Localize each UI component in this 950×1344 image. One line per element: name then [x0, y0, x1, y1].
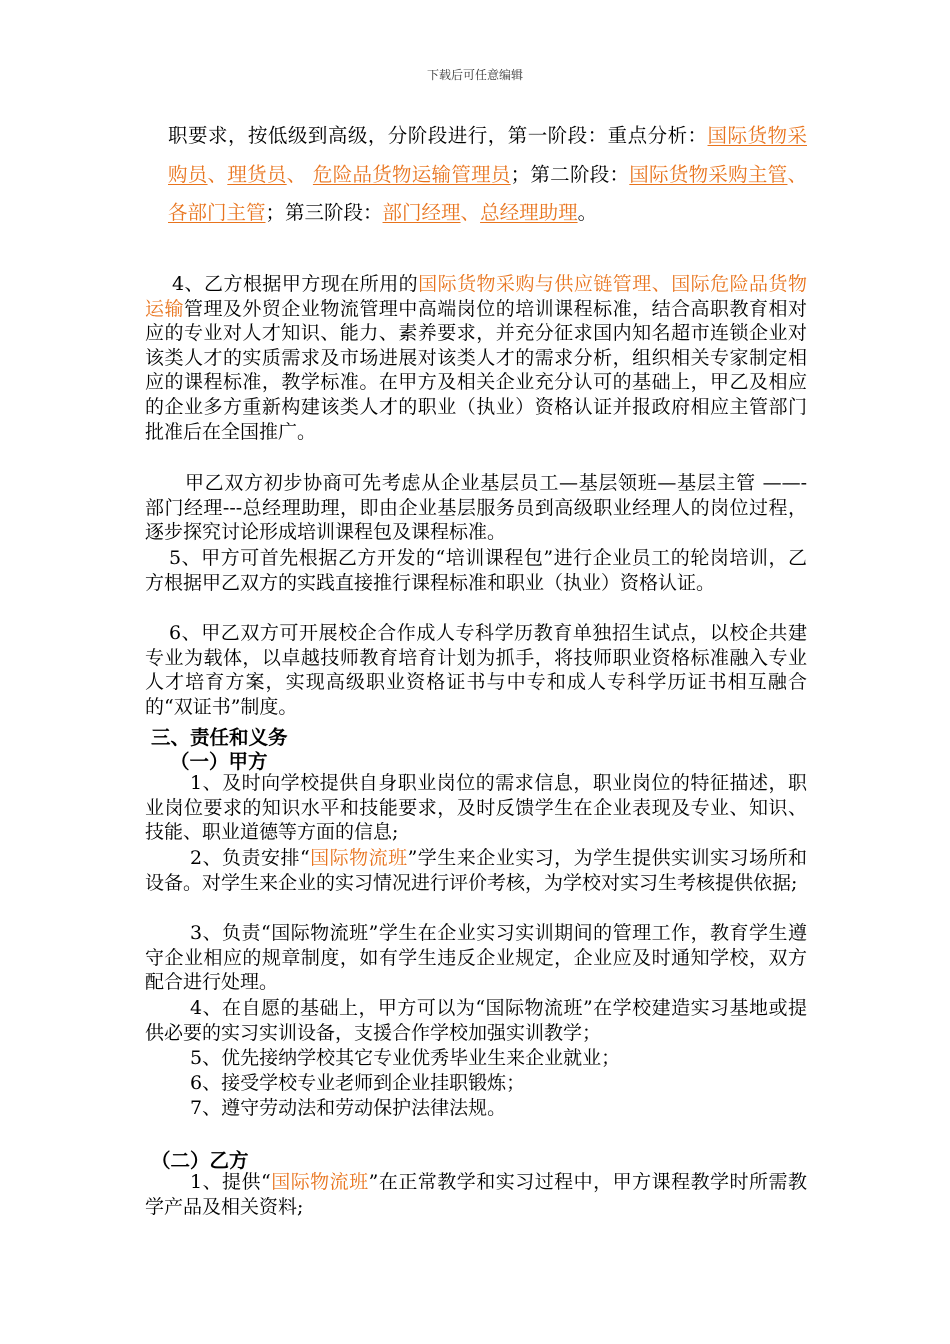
link-procurement-supervisor[interactable]: 国际货物采购主管	[629, 162, 788, 186]
party-a-item-5: 5、优先接纳学校其它专业优秀毕业生来企业就业；	[190, 1047, 621, 1069]
paragraph-item-5: 5、甲方可首先根据乙方开发的“培训课程包”进行企业员工的轮岗培训，乙方根据甲乙双方的实践直接推行课程标准和职业（执业）资格认证。	[145, 547, 807, 594]
link-procurement-clerk[interactable]: 国际货物采购员	[168, 124, 807, 186]
separator: 、	[787, 162, 807, 186]
highlight-intl-logistics-class: 国际物流班	[270, 1171, 369, 1193]
paragraph-item-6: 6、甲乙双方可开展校企合作成人专科学历教育单独招生试点，以校企共建专业为载体，以卓越技师教育培育计划为抓手，将技师职业资格标准融入专业人才培育方案，实现高级职业资格证书与中专和成人专科学历证书相互融合的“双证书”制度。	[145, 622, 807, 718]
party-b-item-1	[145, 1170, 807, 1219]
link-department-supervisor[interactable]: 各部门主管	[168, 201, 266, 224]
text: ；第二阶段：	[510, 162, 630, 186]
text: 4、乙方根据甲方现在所用的	[172, 273, 419, 295]
highlight-dangerous-goods: 国际危险品货物运输	[145, 273, 807, 320]
separator: 、	[207, 162, 228, 186]
text: ”学生来企业实习，为学生提供实训实习场所和设备。对学生来企业的实习情况进行评价考核，为学校对实习生考核提供依据;	[145, 847, 807, 894]
text: 1、提供“	[190, 1171, 271, 1193]
separator: 、	[460, 201, 481, 224]
text: 2、负责安排“	[190, 847, 310, 869]
paragraph-item-4	[145, 272, 807, 444]
subheading-party-b: （二）乙方	[151, 1149, 249, 1172]
link-department-manager[interactable]: 部门经理	[382, 201, 461, 224]
link-gm-assistant[interactable]: 总经理助理	[480, 201, 578, 224]
party-a-item-4: 4、在自愿的基础上，甲方可以为“国际物流班”在学校建造实习基地或提供必要的实习实训设备，支援合作学校加强实训教学；	[145, 997, 807, 1044]
party-a-item-6: 6、接受学校专业老师到企业挂职锻炼；	[190, 1072, 526, 1094]
highlight-supply-chain: 国际货物采购与供应链管理	[418, 273, 652, 295]
paragraph-training-stages	[168, 117, 807, 233]
page-header: 下载后可任意编辑	[426, 68, 523, 82]
party-a-item-7: 7、遵守劳动法和劳动保护法律法规。	[190, 1097, 507, 1119]
separator: 、	[651, 273, 672, 295]
text: 。	[577, 201, 598, 224]
section-heading-responsibilities: 三、责任和义务	[151, 726, 288, 749]
link-dangerous-goods-manager[interactable]: 危险品货物运输管理员	[312, 162, 511, 186]
paragraph-career-path: 甲乙双方初步协商可先考虑从企业基层员工—基层领班—基层主管 ——- 部门经理---总经理助理，即由企业基层服务员到高级职业经理人的岗位过程，逐步探究讨论形成培训课程包及课程标准。	[145, 472, 807, 544]
party-a-item-2	[145, 846, 807, 895]
party-a-item-3: 3、负责“国际物流班”学生在企业实习实训期间的管理工作，教育学生遵守企业相应的规章制度，如有学生违反企业规定，企业应及时通知学校，双方配合进行处理。	[145, 922, 807, 994]
separator: 、	[286, 162, 307, 186]
subheading-party-a: （一）甲方	[170, 750, 268, 773]
link-tally-clerk[interactable]: 理货员	[227, 162, 287, 186]
highlight-intl-logistics-class: 国际物流班	[309, 847, 408, 869]
text: 管理及外贸企业物流管理中高端岗位的培训课程标准，结合高职教育相对应的专业对人才知识、能力、素养要求，并充分征求国内知名超市连锁企业对该类人才的实质需求及市场进展对该类人才的需求分析，组织相关专家制定相应的课程标准，教学标准。在甲方及相关企业充分认可的基础上，甲乙及相应的企业多方重新构建该类人才的职业（执业）资格认证并报政府相应主管部门批准后在全国推广。	[145, 297, 807, 443]
text: ；第三阶段：	[265, 201, 383, 224]
text: ”在正常教学和实习过程中，甲方课程教学时所需教学产品及相关资料;	[145, 1171, 807, 1218]
text: 职要求，按低级到高级，分阶段进行，第一阶段：重点分析：	[168, 124, 708, 147]
party-a-item-1: 1、及时向学校提供自身职业岗位的需求信息，职业岗位的特征描述，职业岗位要求的知识水平和技能要求，及时反馈学生在企业表现及专业、知识、技能、职业道德等方面的信息;	[145, 772, 807, 844]
